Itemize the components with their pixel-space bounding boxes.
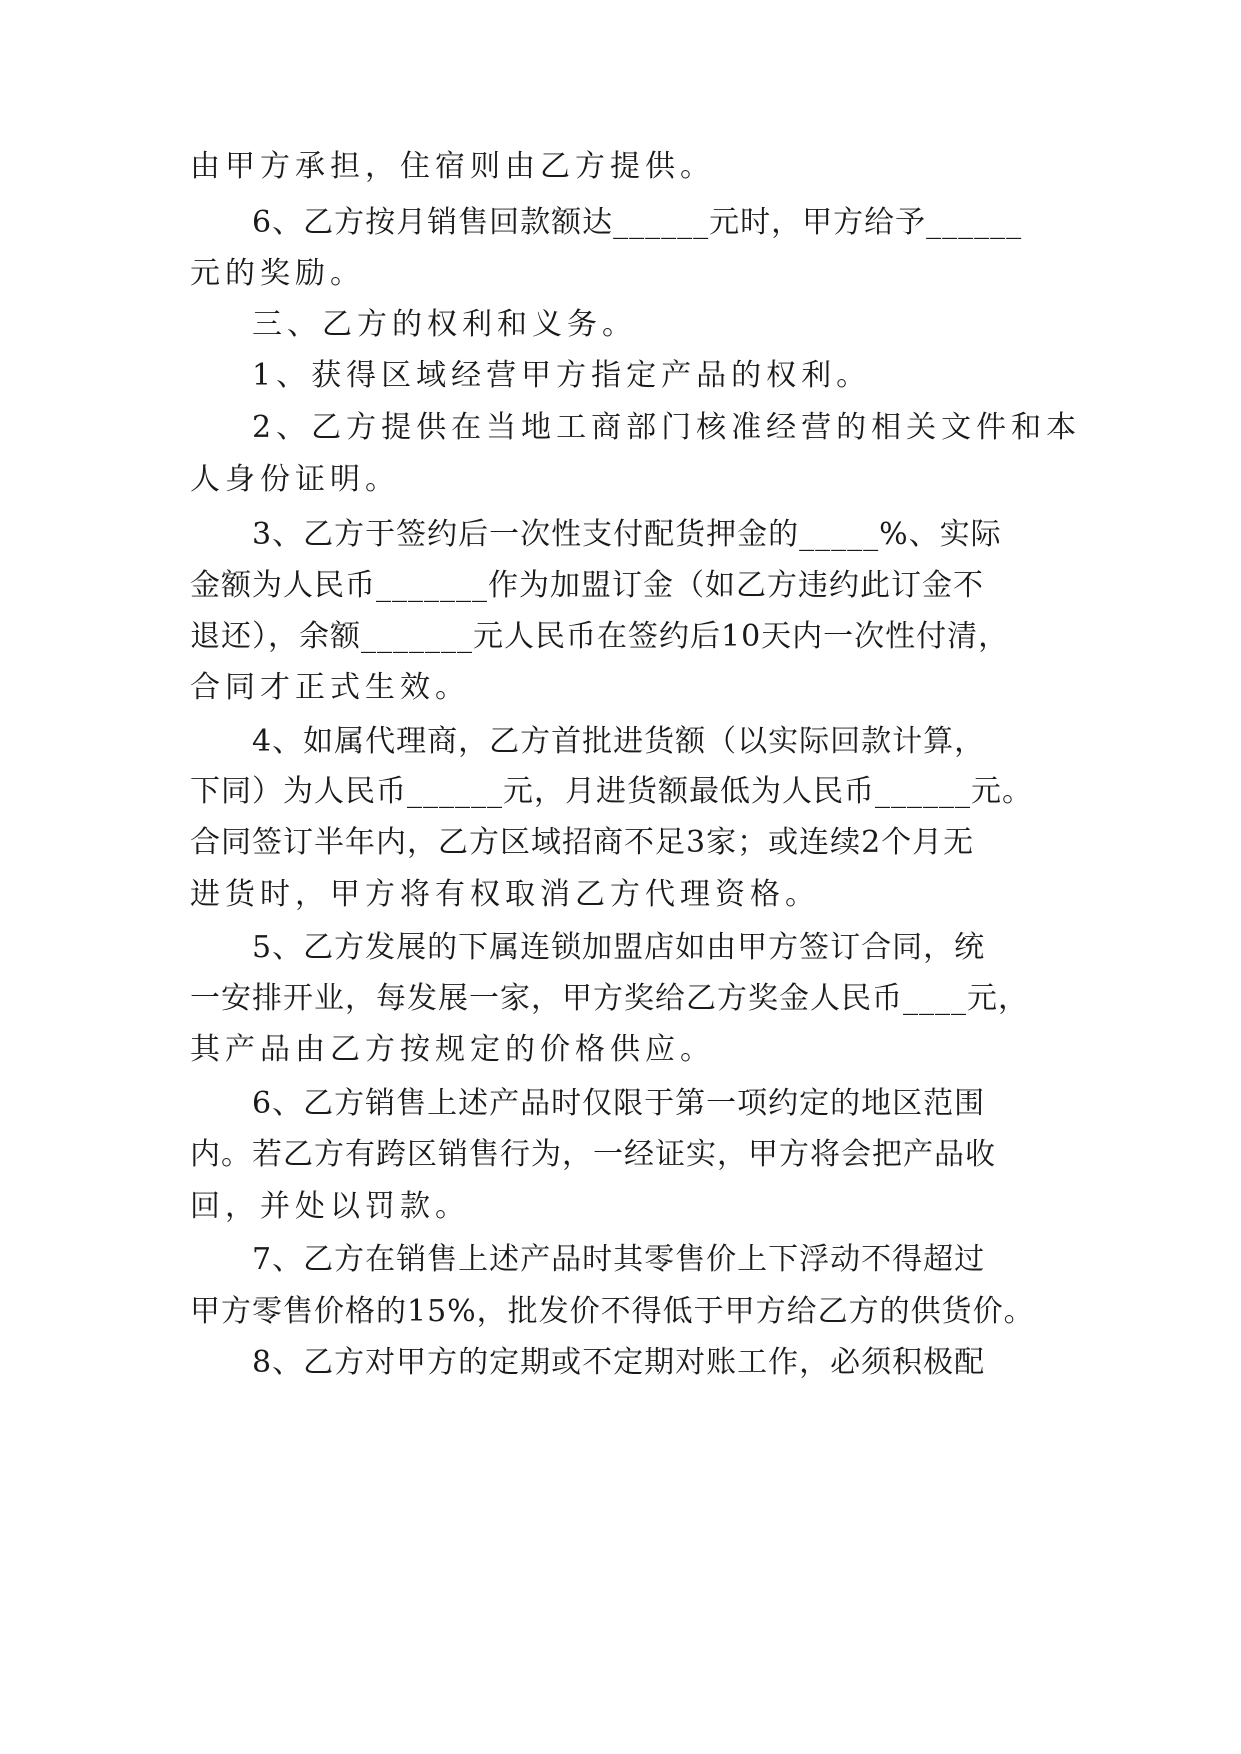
- text-line: 8、乙方对甲方的定期或不定期对账工作，必须积极配: [252, 1345, 986, 1380]
- text-line: 合同才正式生效。: [190, 670, 470, 705]
- text-line: 内。若乙方有跨区销售行为，一经证实，甲方将会把产品收: [190, 1137, 996, 1172]
- text-line: 4、如属代理商，乙方首批进货额（以实际回款计算，: [252, 724, 986, 759]
- text-line: 退还），余额_______元人民币在签约后10天内一次性付清，: [190, 619, 1010, 654]
- text-line: 人身份证明。: [190, 462, 400, 497]
- text-line: 3、乙方于签约后一次性支付配货押金的_____%、实际: [252, 517, 1002, 552]
- text-line: 7、乙方在销售上述产品时其零售价上下浮动不得超过: [252, 1242, 986, 1277]
- text-line: 由甲方承担，住宿则由乙方提供。: [190, 149, 715, 184]
- text-line: 1、获得区域经营甲方指定产品的权利。: [252, 358, 872, 393]
- text-line: 其产品由乙方按规定的价格供应。: [190, 1032, 715, 1067]
- text-line: 元的奖励。: [190, 256, 365, 291]
- text-line: 回，并处以罚款。: [190, 1189, 470, 1224]
- section-heading: 三、乙方的权利和义务。: [252, 307, 637, 342]
- text-line: 6、乙方按月销售回款额达______元时，甲方给予______: [252, 205, 1023, 240]
- text-line: 下同）为人民币______元，月进货额最低为人民币______元。: [190, 774, 1033, 809]
- text-line: 6、乙方销售上述产品时仅限于第一项约定的地区范围: [252, 1086, 986, 1121]
- text-line: 金额为人民币_______作为加盟订金（如乙方违约此订金不: [190, 568, 984, 603]
- text-line: 甲方零售价格的15%，批发价不得低于甲方给乙方的供货价。: [190, 1294, 1035, 1329]
- text-line: 合同签订半年内，乙方区域招商不足3家；或连续2个月无: [190, 825, 975, 860]
- text-line: 进货时，甲方将有权取消乙方代理资格。: [190, 877, 820, 912]
- text-line: 5、乙方发展的下属连锁加盟店如由甲方签订合同，统: [252, 930, 986, 965]
- text-line: 一安排开业，每发展一家，甲方奖给乙方奖金人民币____元，: [190, 981, 1029, 1016]
- text-line: 2、乙方提供在当地工商部门核准经营的相关文件和本: [252, 410, 1082, 445]
